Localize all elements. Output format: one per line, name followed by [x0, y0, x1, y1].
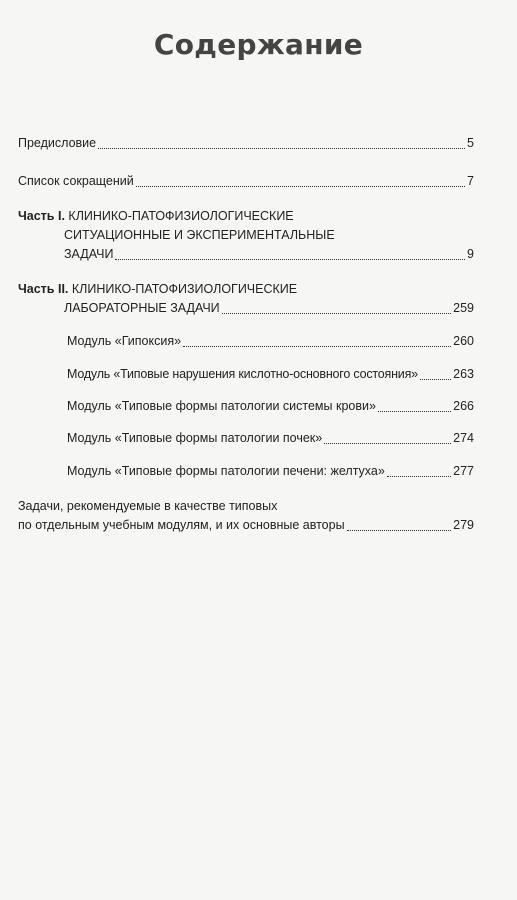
toc-entry-text: по отдельным учебным модулям, и их основные авторы	[18, 518, 345, 532]
toc-entry-part-2-end[interactable]	[64, 299, 474, 318]
page-title: Содержание	[153, 28, 364, 61]
dot-leader	[324, 442, 451, 444]
part-title-line: КЛИНИКО-ПАТОФИЗИОЛОГИЧЕСКИЕ	[68, 209, 294, 223]
toc-entry-text: Модуль «Гипоксия»	[67, 334, 182, 348]
toc-page-number: 266	[453, 399, 474, 413]
toc-page-number: 260	[453, 334, 474, 348]
toc-module-entry[interactable]	[67, 332, 474, 351]
part-title-line: ЛАБОРАТОРНЫЕ ЗАДАЧИ	[64, 301, 220, 315]
toc-entry-tasks[interactable]	[18, 516, 474, 535]
dot-leader	[183, 345, 451, 347]
toc-entry-preface[interactable]	[18, 134, 474, 153]
toc-page-number: 7	[467, 174, 474, 188]
toc-entry-text: Модуль «Типовые нарушения кислотно-основного состояния»	[67, 367, 418, 381]
toc-entry-text: Модуль «Типовые формы патологии системы крови»	[67, 399, 376, 413]
dot-leader	[378, 410, 451, 412]
toc-module-entry[interactable]	[67, 397, 474, 416]
toc-entry-text: Список сокращений	[18, 174, 134, 188]
toc-page-number: 274	[453, 431, 474, 445]
toc-module-entry[interactable]	[67, 462, 474, 481]
toc-entry-abbreviations[interactable]	[18, 172, 474, 191]
toc-tasks-line: Задачи, рекомендуемые в качестве типовых	[18, 499, 278, 513]
dot-leader	[347, 529, 452, 531]
dot-leader	[98, 147, 465, 149]
toc-page-number: 263	[453, 367, 474, 381]
toc-page-number: 279	[453, 518, 474, 532]
toc-entry-text: Предисловие	[18, 136, 97, 150]
toc-page-number: 259	[453, 301, 474, 315]
part-title-line: СИТУАЦИОННЫЕ И ЭКСПЕРИМЕНТАЛЬНЫЕ	[64, 228, 335, 242]
toc-entry-text: Модуль «Типовые формы патологии почек»	[67, 431, 323, 445]
toc-module-entry[interactable]	[67, 429, 474, 448]
part-title-line: КЛИНИКО-ПАТОФИЗИОЛОГИЧЕСКИЕ	[71, 282, 298, 296]
dot-leader	[136, 185, 465, 187]
toc-module-entry[interactable]	[67, 365, 474, 384]
dot-leader	[222, 312, 451, 314]
toc-entry-text: Модуль «Типовые формы патологии печени: желтуха»	[67, 464, 385, 478]
toc-page-number: 5	[467, 136, 474, 150]
toc-page-number: 9	[467, 247, 474, 261]
part-label: Часть II.	[18, 282, 69, 296]
toc-part-2[interactable]	[18, 280, 474, 299]
toc-page-number: 277	[453, 464, 474, 478]
dot-leader	[387, 475, 451, 477]
part-title-line: ЗАДАЧИ	[64, 247, 114, 261]
dot-leader	[115, 258, 465, 260]
part-label: Часть I.	[18, 209, 65, 223]
toc-part-1[interactable]	[18, 207, 474, 226]
toc-entry-part-1-end[interactable]	[64, 245, 474, 264]
dot-leader	[420, 378, 451, 380]
